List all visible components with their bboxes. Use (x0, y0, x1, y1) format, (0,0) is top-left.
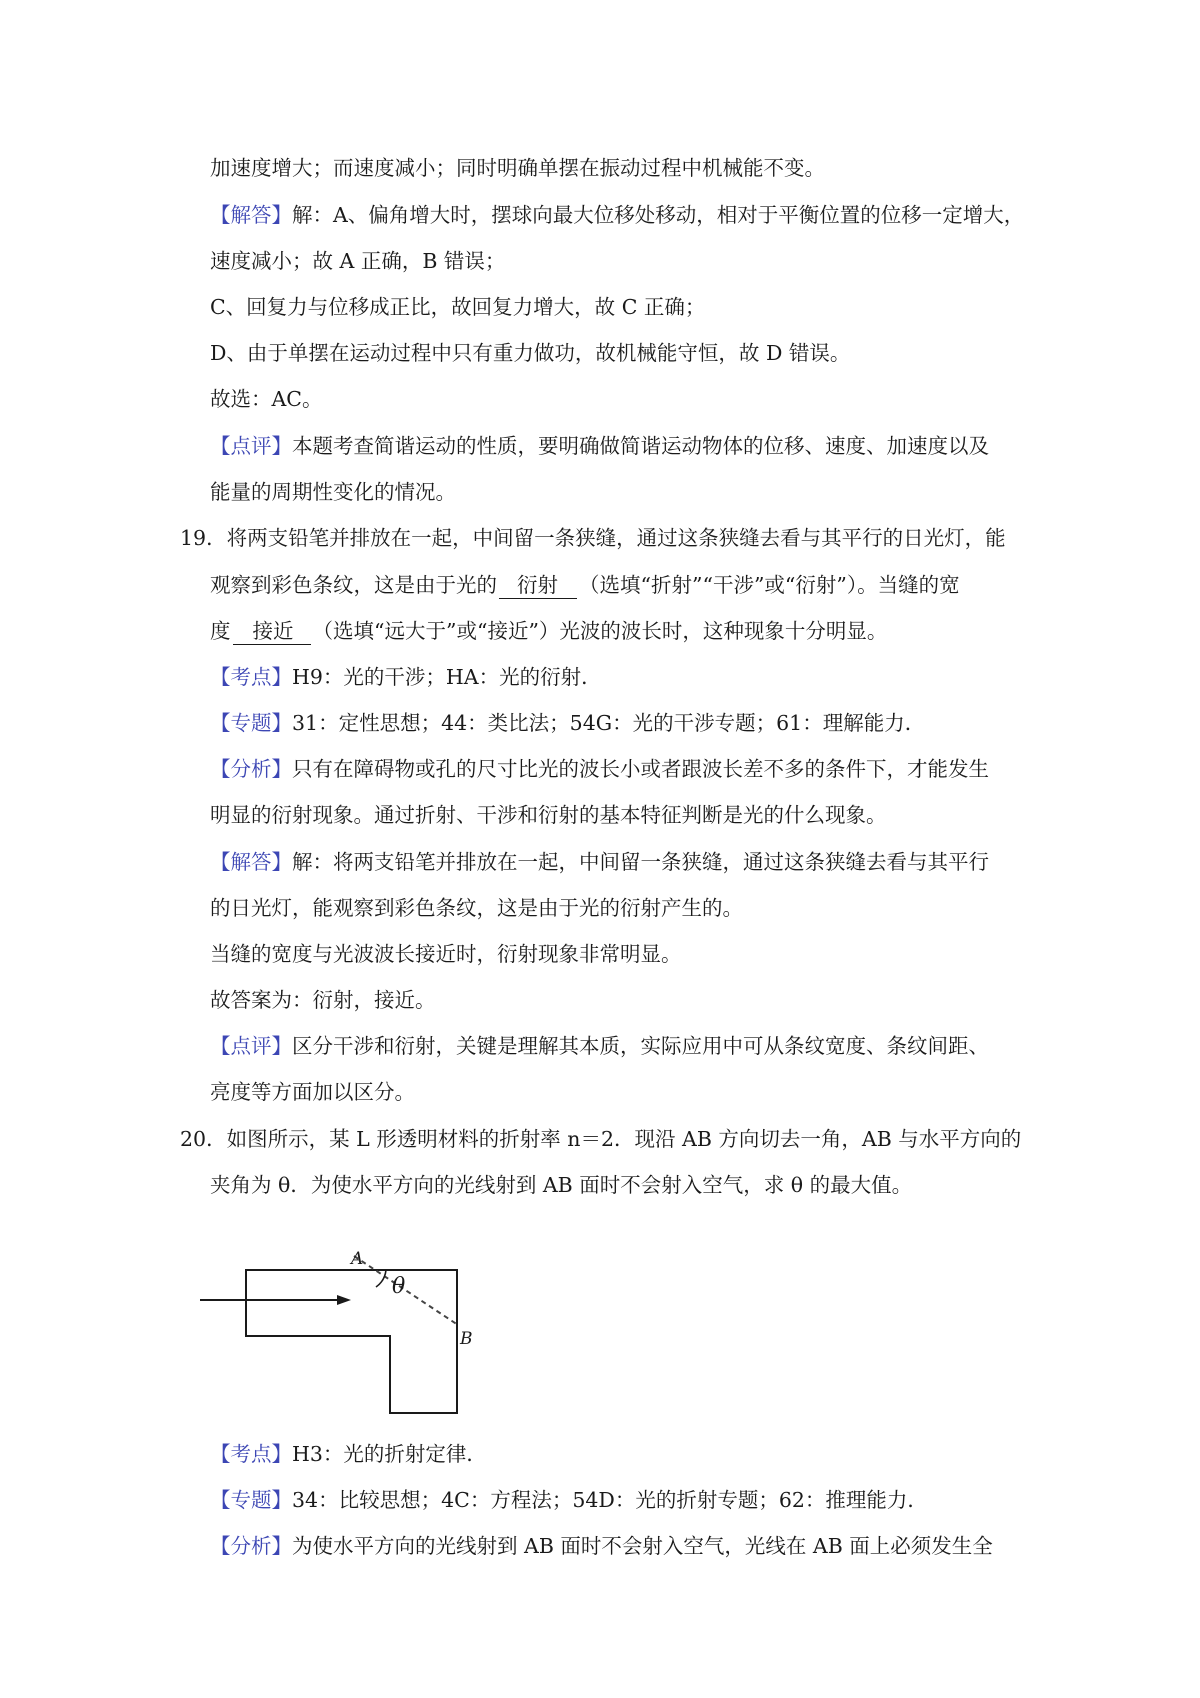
kaodian-tag: 【考点】 (210, 1442, 292, 1466)
l-shape-outline (246, 1270, 457, 1413)
kaodian-line (210, 662, 1030, 692)
question-20-line: 夹角为 θ．为使水平方向的光线射到 AB 面时不会射入空气，求 θ 的最大值。 (210, 1173, 913, 1197)
fenxi-tag: 【分析】 (210, 1534, 292, 1558)
zhuanti-text: 34：比较思想；4C：方程法；54D：光的折射专题；62：推理能力． (292, 1488, 928, 1512)
fill-blank-1: 衍射 (499, 572, 577, 599)
kaodian-text: H9：光的干涉；HA：光的衍射． (292, 665, 602, 689)
zhuanti-line (210, 1485, 1030, 1515)
question-text: 度 (210, 619, 231, 643)
text-line: D、由于单摆在运动过程中只有重力做功，故机械能守恒，故 D 错误。 (210, 341, 851, 365)
text-line: 能量的周期性变化的情况。 (210, 480, 456, 504)
question-number: 19． (180, 526, 227, 550)
jieda-line: 当缝的宽度与光波波长接近时，衍射现象非常明显。 (210, 942, 682, 966)
text-line (210, 431, 1030, 461)
cut-line-ab (354, 1256, 458, 1325)
text-line (210, 200, 1030, 230)
text-line: C、回复力与位移成正比，故回复力增大，故 C 正确； (210, 295, 706, 319)
fenxi-line (210, 754, 1030, 784)
question-19-line (180, 523, 1030, 553)
question-text: （选填“远大于”或“接近”）光波的波长时，这种现象十分明显。 (312, 619, 888, 643)
dianping-line: 亮度等方面加以区分。 (210, 1080, 415, 1104)
dianping-text: 区分干涉和衍射，关键是理解其本质，实际应用中可从条纹宽度、条纹间距、 (292, 1034, 989, 1058)
answer-line: 故答案为：衍射，接近。 (210, 988, 436, 1012)
answer-tag: 【解答】 (210, 203, 292, 227)
question-text: （选填“折射”“干涉”或“衍射”）。当缝的宽 (579, 573, 960, 597)
label-b: B (460, 1329, 473, 1349)
jieda-line (210, 847, 1030, 877)
fenxi-tag: 【分析】 (210, 757, 292, 781)
comment-text: 本题考查简谐运动的性质，要明确做简谐运动物体的位移、速度、加速度以及 (292, 434, 989, 458)
text-line: 加速度增大；而速度减小；同时明确单摆在振动过程中机械能不变。 (210, 156, 825, 180)
zhuanti-tag: 【专题】 (210, 711, 292, 735)
ray-arrowhead (337, 1295, 351, 1305)
zhuanti-line (210, 708, 1030, 738)
fenxi-line (210, 1531, 1030, 1561)
text-line: 速度减小；故 A 正确，B 错误； (210, 249, 506, 273)
fenxi-text: 为使水平方向的光线射到 AB 面时不会射入空气，光线在 AB 面上必须发生全 (292, 1534, 993, 1558)
dianping-tag: 【点评】 (210, 1034, 292, 1058)
label-theta: θ (392, 1274, 406, 1299)
question-19-line (210, 616, 1030, 646)
question-text: 将两支铅笔并排放在一起，中间留一条狭缝，通过这条狭缝去看与其平行的日光灯，能 (226, 526, 1006, 550)
comment-tag: 【点评】 (210, 434, 292, 458)
question-text: 观察到彩色条纹，这是由于光的 (210, 573, 497, 597)
l-shape-figure (200, 1240, 520, 1420)
question-number: 20． (180, 1127, 227, 1151)
label-a: A (351, 1249, 364, 1269)
answer-text: 解：A、偏角增大时，摆球向最大位移处移动，相对于平衡位置的位移一定增大， (292, 203, 1025, 227)
jieda-text: 解：将两支铅笔并排放在一起，中间留一条狭缝，通过这条狭缝去看与其平行 (292, 850, 989, 874)
kaodian-tag: 【考点】 (210, 665, 292, 689)
kaodian-text: H3：光的折射定律． (292, 1442, 487, 1466)
question-text: 如图所示，某 L 形透明材料的折射率 n＝2．现沿 AB 方向切去一角，AB 与水平方向的 (226, 1127, 1022, 1151)
zhuanti-text: 31：定性思想；44：类比法；54G：光的干涉专题；61：理解能力． (292, 711, 926, 735)
jieda-line: 的日光灯，能观察到彩色条纹，这是由于光的衍射产生的。 (210, 896, 743, 920)
jieda-tag: 【解答】 (210, 850, 292, 874)
kaodian-line (210, 1439, 1030, 1469)
question-20-line (180, 1124, 1030, 1154)
fenxi-line: 明显的衍射现象。通过折射、干涉和衍射的基本特征判断是光的什么现象。 (210, 803, 887, 827)
fill-blank-2: 接近 (233, 618, 311, 645)
text-line: 故选：AC。 (210, 387, 323, 411)
zhuanti-tag: 【专题】 (210, 1488, 292, 1512)
fenxi-text: 只有在障碍物或孔的尺寸比光的波长小或者跟波长差不多的条件下，才能发生 (292, 757, 989, 781)
question-19-line (210, 570, 1030, 600)
dianping-line (210, 1031, 1030, 1061)
